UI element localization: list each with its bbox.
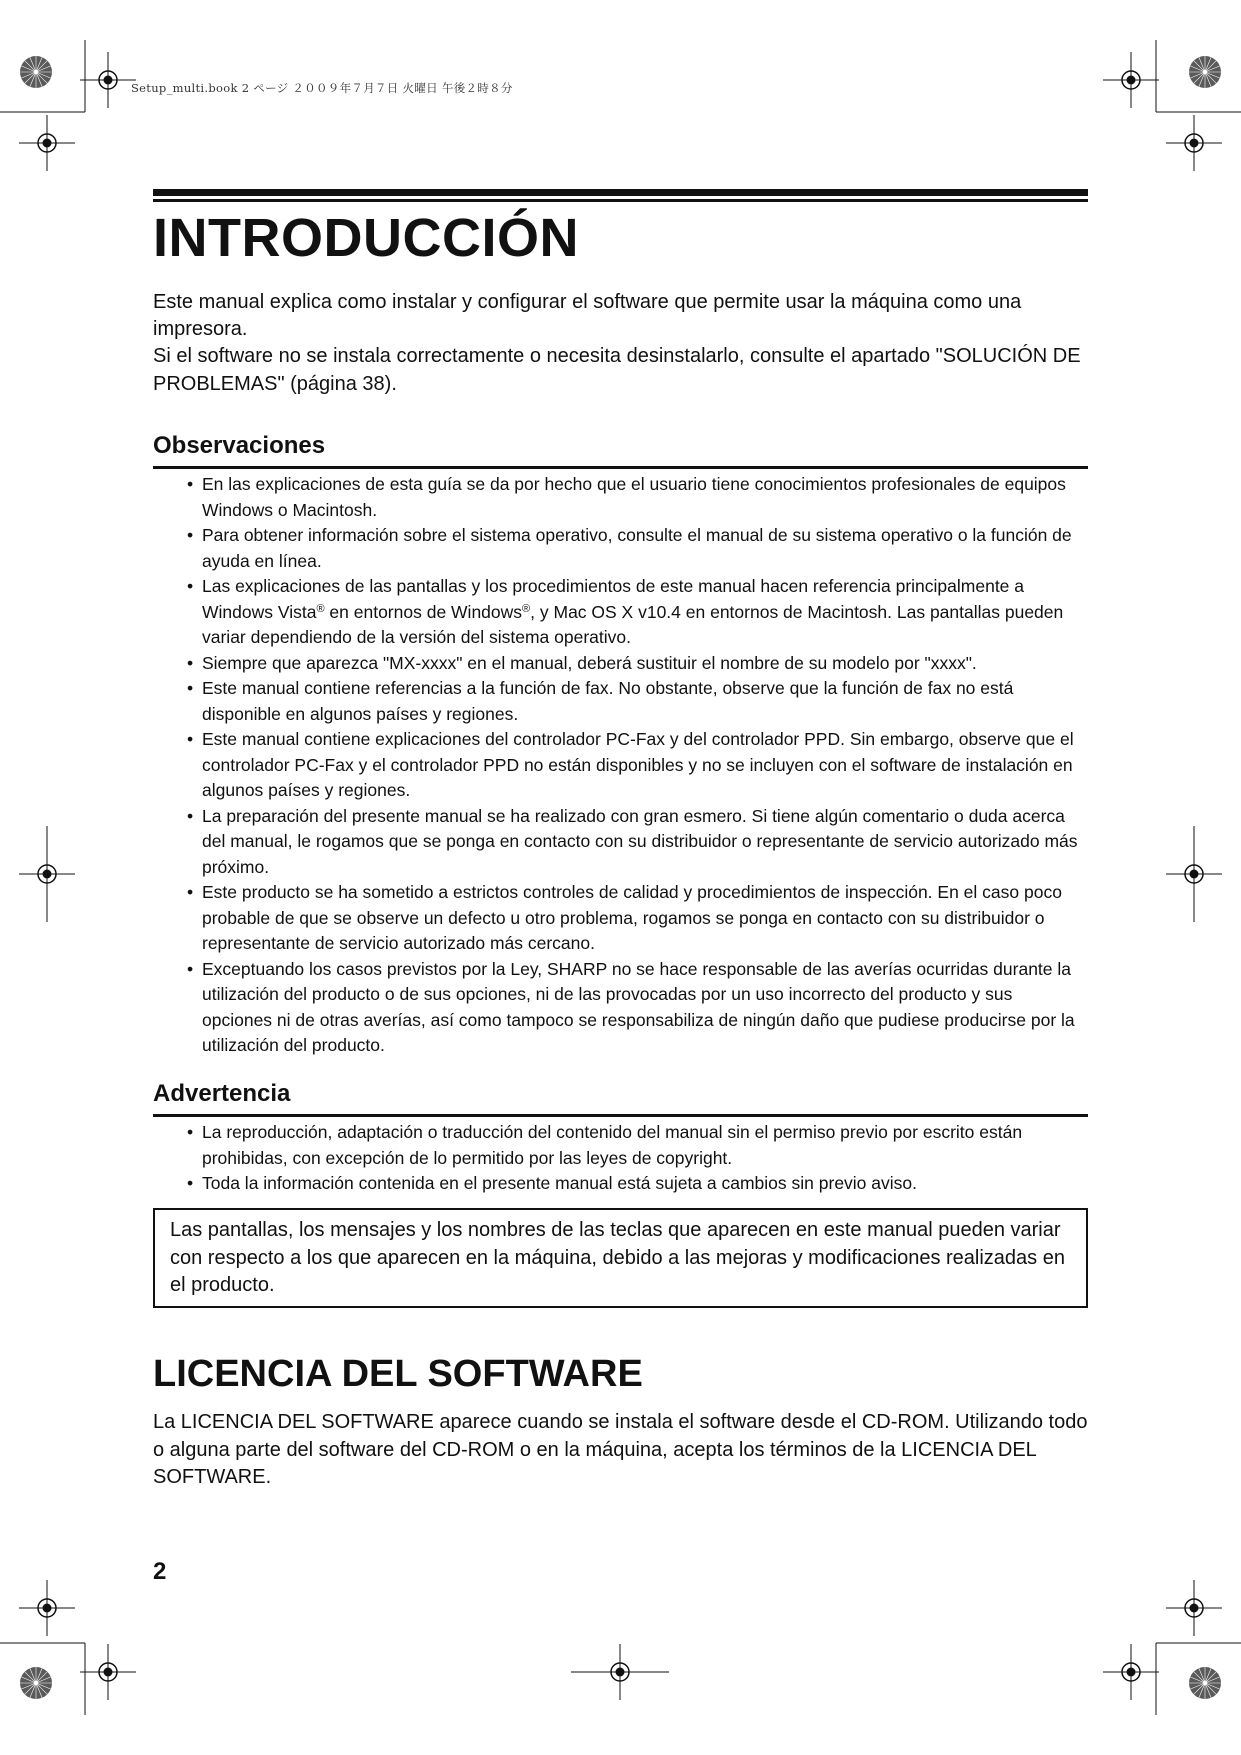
rosette-icon	[1189, 1667, 1221, 1699]
list-item: • Para obtener información sobre el sistema operativo, consulte el manual de su sistema operativo o la función de ayuda en línea.	[187, 523, 1087, 574]
observaciones-heading: Observaciones	[153, 432, 326, 459]
registration-target-icon	[80, 1644, 136, 1700]
registration-target-icon	[1166, 115, 1222, 171]
list-item: • La reproducción, adaptación o traducción del contenido del manual sin el permiso previo por escrito están prohibidas, con excepción de lo permitido por las leyes de copyright.	[187, 1120, 1087, 1171]
intro-paragraph: Este manual explica como instalar y configurar el software que permite usar la máquina como una impresora.	[153, 291, 1022, 341]
observaciones-list	[187, 472, 1087, 1059]
registration-target-icon	[1166, 1580, 1222, 1636]
list-item	[187, 574, 1087, 651]
list-item-text: Las explicaciones de las pantallas y los procedimientos de este manual hacen referencia principalmente a Windows Vista	[202, 576, 1025, 622]
list-item: • Este manual contiene explicaciones del controlador PC-Fax y del controlador PPD. Sin embargo, observe que el controlador PC-Fax y el controlador PPD no están disponibles y no se incluyen con el software de instalación en algunos países y regiones.	[187, 727, 1087, 804]
title-rule-thin	[153, 199, 1088, 202]
list-item: • Este manual contiene referencias a la función de fax. No obstante, observe que la función de fax no está disponible en algunos países y regiones.	[187, 676, 1087, 727]
rosette-icon	[1189, 56, 1221, 88]
rosette-icon	[20, 1667, 52, 1699]
registration-target-icon	[1103, 52, 1159, 108]
registration-target-icon	[19, 115, 75, 171]
advertencia-rule	[153, 1114, 1088, 1117]
print-job-header: Setup_multi.book 2 ページ ２００９年７月７日 火曜日 午後２時８分	[131, 81, 513, 95]
license-heading: LICENCIA DEL SOFTWARE	[153, 1353, 643, 1395]
advertencia-heading: Advertencia	[153, 1080, 291, 1107]
list-item: • En las explicaciones de esta guía se da por hecho que el usuario tiene conocimientos profesionales de equipos Windows o Macintosh.	[187, 472, 1087, 523]
list-item: • La preparación del presente manual se ha realizado con gran esmero. Si tiene algún comentario o duda acerca del manual, le rogamos que se ponga en contacto con su distribuidor o representante de servicio autorizado más próximo.	[187, 804, 1087, 881]
license-text: La LICENCIA DEL SOFTWARE aparece cuando se instala el software desde el CD-ROM. Utilizando todo o alguna parte del software del CD-ROM o en la máquina, acepta los términos de la LICENCIA DEL SOFTWARE.	[153, 1411, 1088, 1488]
registered-mark: ®	[316, 602, 325, 615]
notice-text: Las pantallas, los mensajes y los nombres de las teclas que aparecen en este manual pueden variar con respecto a los que aparecen en la máquina, debido a las mejoras y modificaciones realizadas en el producto.	[170, 1219, 1065, 1296]
registration-target-icon	[19, 1580, 75, 1636]
intro-paragraph: Si el software no se instala correctamente o necesita desinstalarlo, consulte el apartado "SOLUCIÓN DE PROBLEMAS" (página 38).	[153, 345, 1081, 395]
list-item: • Este producto se ha sometido a estrictos controles de calidad y procedimientos de inspección. En el caso poco probable de que se observe un defecto u otro problema, rogamos se ponga en contacto con su distribuidor o representante de servicio autorizado más cercano.	[187, 880, 1087, 957]
list-item: • Toda la información contenida en el presente manual está sujeta a cambios sin previo aviso.	[187, 1171, 1087, 1197]
registration-target-icon	[80, 52, 136, 108]
title-rule-thick	[153, 189, 1088, 196]
observaciones-rule	[153, 466, 1088, 469]
list-item-text: , y Mac OS X v10.4 en entornos de Macintosh. Las pantallas pueden variar dependiendo de la versión del sistema operativo.	[202, 601, 1064, 647]
rosette-icon	[20, 56, 52, 88]
notice-box	[153, 1208, 1088, 1308]
registration-target-icon	[1103, 1644, 1159, 1700]
advertencia-list	[187, 1120, 1087, 1197]
page-title: INTRODUCCIÓN	[153, 208, 579, 268]
page-number: 2	[153, 1558, 167, 1585]
list-item-text: en entornos de Windows	[324, 601, 523, 622]
list-item: • Siempre que aparezca "MX-xxxx" en el manual, deberá sustituir el nombre de su modelo por "xxxx".	[187, 651, 1087, 677]
registered-mark: ®	[522, 602, 531, 615]
list-item: • Exceptuando los casos previstos por la Ley, SHARP no se hace responsable de las averías ocurridas durante la utilización del producto o de sus opciones, ni de las provocadas por un uso incorrecto del producto y sus opciones ni de otras averías, así como tampoco se responsabiliza de ningún daño que pudiese producirse por la utilización del producto.	[187, 957, 1087, 1059]
intro-text	[153, 289, 1093, 398]
